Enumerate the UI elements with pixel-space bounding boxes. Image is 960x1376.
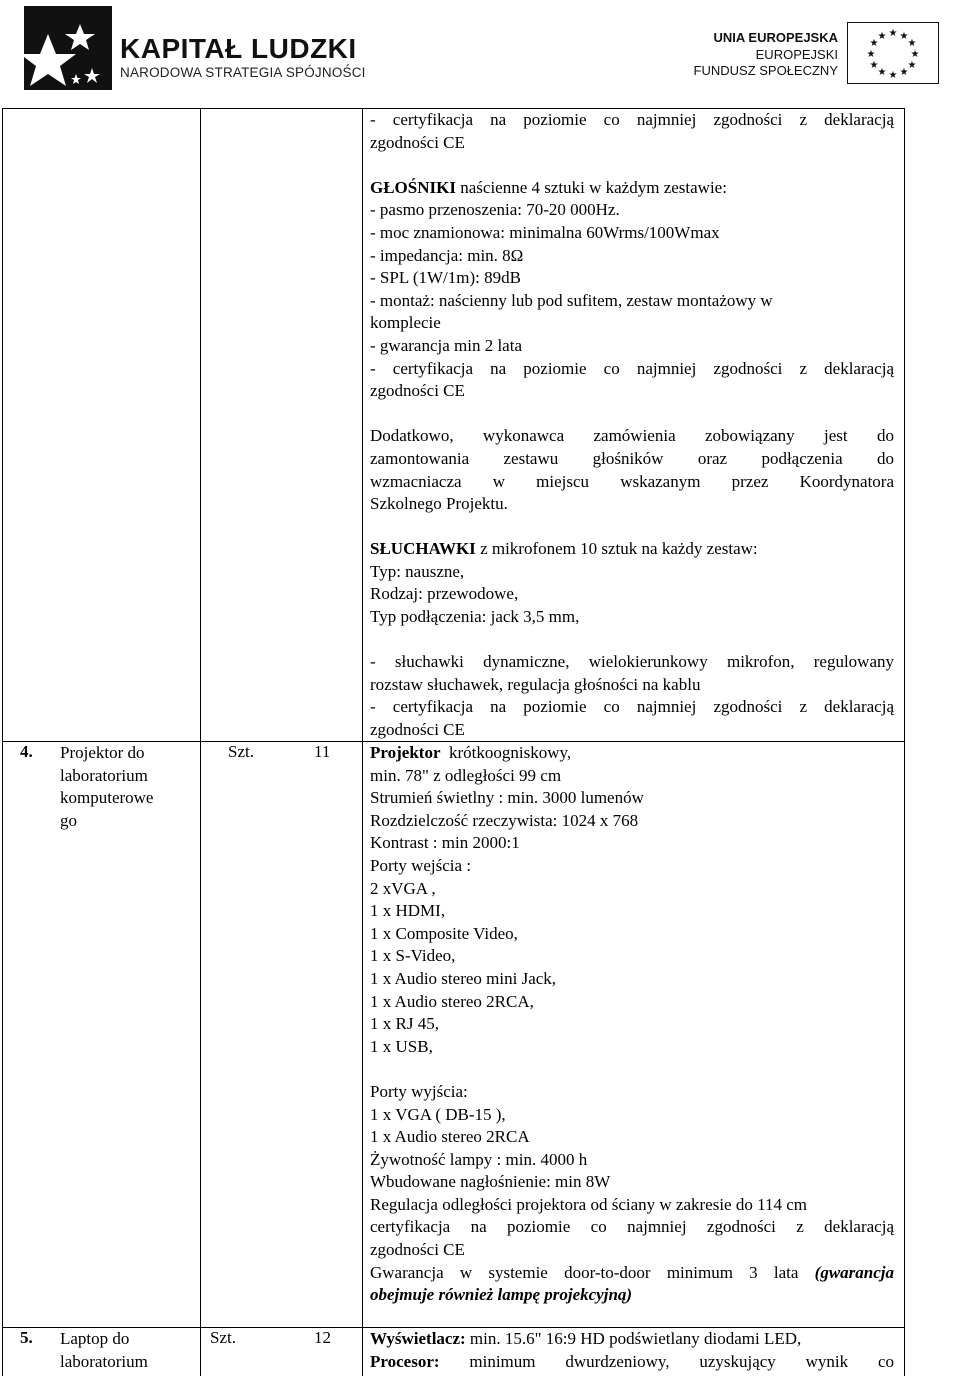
eu-wordmark xyxy=(678,30,838,80)
projector-line: Strumień świetlny : min. 3000 lumenów xyxy=(370,788,644,808)
speakers-line: - pasmo przenoszenia: 70-20 000Hz. xyxy=(370,200,620,220)
projector-line: 1 x Composite Video, xyxy=(370,923,518,943)
logo-left-title: KAPITAŁ LUDZKI xyxy=(120,33,357,64)
extra-line: wzmacniacza w miejscu wskazanym przez Koordynatora xyxy=(370,471,894,491)
cert-line-b: zgodności CE xyxy=(370,132,465,152)
headphones-rest: z mikrofonem 10 sztuk na każdy zestaw: xyxy=(475,539,758,559)
row4-name-line: Projektor do xyxy=(60,743,145,762)
projector-title xyxy=(370,742,894,765)
row5-quantity: 12 xyxy=(314,1328,331,1347)
row5-name-line: Laptop do xyxy=(60,1329,130,1348)
processor-bold: Procesor: xyxy=(370,1351,440,1371)
kapital-ludzki-wordmark xyxy=(120,34,366,81)
projector-line: Kontrast : min 2000:1 xyxy=(370,833,520,853)
kapital-ludzki-logo-icon xyxy=(18,4,116,92)
svg-text:★: ★ xyxy=(899,31,909,42)
speakers-line: - SPL (1W/1m): 89dB xyxy=(370,268,521,288)
table-border-col2 xyxy=(362,108,363,1376)
speakers-line: - montaż: naścienny lub pod sufitem, zestaw montażowy w xyxy=(370,290,773,310)
projector-line: 1 x Audio stereo mini Jack, xyxy=(370,968,557,988)
projector-line: 1 x HDMI, xyxy=(370,901,446,921)
svg-text:★: ★ xyxy=(899,67,909,78)
svg-text:★: ★ xyxy=(869,38,879,49)
row4-quantity: 11 xyxy=(314,742,331,761)
svg-text:★: ★ xyxy=(869,60,879,71)
spacer xyxy=(370,1058,894,1081)
projector-line: Porty wyjścia: xyxy=(370,1081,468,1101)
projector-line: 1 x VGA ( DB-15 ), xyxy=(370,1104,506,1124)
table-border-col1 xyxy=(200,108,201,1376)
svg-text:★: ★ xyxy=(866,49,876,60)
projector-line: Regulacja odległości projektora od ściany w zakresie do 114 cm xyxy=(370,1194,807,1214)
cert2-line-b: zgodności CE xyxy=(370,381,465,401)
headphones-line: Rodzaj: przewodowe, xyxy=(370,584,519,604)
headphones-line: Typ podłączenia: jack 3,5 mm, xyxy=(370,607,580,627)
warranty-bold-italic-1: (gwarancja xyxy=(814,1262,894,1282)
row4-number: 4. xyxy=(20,742,33,761)
projector-line: Porty wejścia : xyxy=(370,855,472,875)
svg-text:★: ★ xyxy=(910,49,920,60)
warranty-plain: Gwarancja w systemie door-to-door minimum 3 lata xyxy=(370,1262,815,1282)
svg-text:★: ★ xyxy=(877,31,887,42)
laptop-display xyxy=(370,1328,894,1351)
projector-line: 1 x S-Video, xyxy=(370,946,456,966)
extra-line: zamontowania zestawu głośników oraz podłączenia do xyxy=(370,448,894,468)
speakers-warranty: - gwarancja min 2 lata xyxy=(370,335,522,355)
projector-line: 1 x RJ 45, xyxy=(370,1014,439,1034)
projector-cert-a: certyfikacja na poziomie co najmniej zgodności z deklaracją xyxy=(370,1217,894,1237)
cert2-line-a: - certyfikacja na poziomie co najmniej zgodności z deklaracją xyxy=(370,358,894,378)
row5-name-line: laboratorium xyxy=(60,1351,148,1371)
svg-text:★: ★ xyxy=(907,38,917,49)
headphones-heading xyxy=(370,538,894,561)
row4-name-line: laboratorium xyxy=(60,765,148,785)
logo-left-subtitle: NARODOWA STRATEGIA SPÓJNOŚCI xyxy=(120,65,366,80)
projector-line: Wbudowane nagłośnienie: min 8W xyxy=(370,1172,611,1192)
row4-name-line: go xyxy=(60,810,77,830)
projector-line: 1 x Audio stereo 2RCA xyxy=(370,1127,530,1147)
eu-flag-icon xyxy=(847,22,939,84)
headphones-bold: SŁUCHAWKI xyxy=(370,539,476,559)
row4-unit: Szt. xyxy=(228,742,254,761)
projector-line: 1 x USB, xyxy=(370,1036,433,1056)
cert-line-a: - certyfikacja na poziomie co najmniej zgodności z deklaracją xyxy=(370,110,894,129)
warranty-bold-italic-2: obejmuje również lampę projekcyjną) xyxy=(370,1285,633,1305)
spacer xyxy=(370,154,894,177)
svg-text:★: ★ xyxy=(907,60,917,71)
spacer xyxy=(370,403,894,426)
processor-rest: minimum dwurdzeniowy, uzyskujący wynik co xyxy=(439,1351,894,1371)
spacer xyxy=(370,516,894,539)
logo-right-line3: FUNDUSZ SPOŁECZNY xyxy=(693,63,838,78)
spacer xyxy=(370,629,894,652)
svg-text:★: ★ xyxy=(888,28,898,39)
row4-item-name xyxy=(60,742,180,832)
speakers-heading xyxy=(370,177,894,200)
row5-unit: Szt. xyxy=(210,1328,236,1347)
extra-line-last: Szkolnego Projektu. xyxy=(370,494,508,514)
speakers-bold: GŁOŚNIKI xyxy=(370,177,456,197)
speakers-line-komplecie: komplecie xyxy=(370,313,441,333)
projector-cert-b: zgodności CE xyxy=(370,1240,465,1260)
cert3-line-b: zgodności CE xyxy=(370,720,465,740)
projector-line: Rozdzielczość rzeczywista: 1024 x 768 xyxy=(370,810,639,830)
continued-row-description xyxy=(370,109,894,742)
page-header xyxy=(0,0,960,100)
projector-title-rest: krótkoogniskowy, xyxy=(440,743,572,762)
display-rest: min. 15.6" 16:9 HD podświetlany diodami LED, xyxy=(465,1329,802,1348)
row5-number: 5. xyxy=(20,1328,33,1347)
row4-description xyxy=(370,742,894,1307)
logo-right-line1: UNIA EUROPEJSKA xyxy=(713,30,838,45)
cert3-line-a: - certyfikacja na poziomie co najmniej zgodności z deklaracją xyxy=(370,697,894,717)
headphones-line: Typ: nauszne, xyxy=(370,561,465,581)
speakers-rest: naścienne 4 sztuki w każdym zestawie: xyxy=(455,177,727,197)
projector-title-bold: Projektor xyxy=(370,743,441,762)
projector-warranty xyxy=(370,1262,894,1285)
display-bold: Wyświetlacz: xyxy=(370,1329,466,1348)
row4-name-line: komputerowe xyxy=(60,788,154,808)
table-border-left xyxy=(2,108,3,1376)
speakers-line: - impedancja: min. 8Ω xyxy=(370,245,524,265)
svg-text:★: ★ xyxy=(888,70,898,81)
table-border-right xyxy=(904,108,905,1376)
headphones-desc-b: rozstaw słuchawek, regulacja głośności na kablu xyxy=(370,674,701,694)
projector-line: Żywotność lampy : min. 4000 h xyxy=(370,1149,588,1169)
row5-description xyxy=(370,1328,894,1373)
projector-line: 1 x Audio stereo 2RCA, xyxy=(370,991,534,1011)
speakers-line: - moc znamionowa: minimalna 60Wrms/100Wmax xyxy=(370,222,720,242)
row5-item-name xyxy=(60,1328,180,1373)
projector-line: min. 78" z odległości 99 cm xyxy=(370,765,562,785)
svg-text:★: ★ xyxy=(877,67,887,78)
logo-right-line2: EUROPEJSKI xyxy=(755,46,838,62)
laptop-processor xyxy=(370,1351,894,1374)
projector-line: 2 xVGA , xyxy=(370,878,436,898)
extra-line: Dodatkowo, wykonawca zamówienia zobowiązany jest do xyxy=(370,426,894,446)
headphones-desc-a: - słuchawki dynamiczne, wielokierunkowy mikrofon, regulowany xyxy=(370,652,894,672)
